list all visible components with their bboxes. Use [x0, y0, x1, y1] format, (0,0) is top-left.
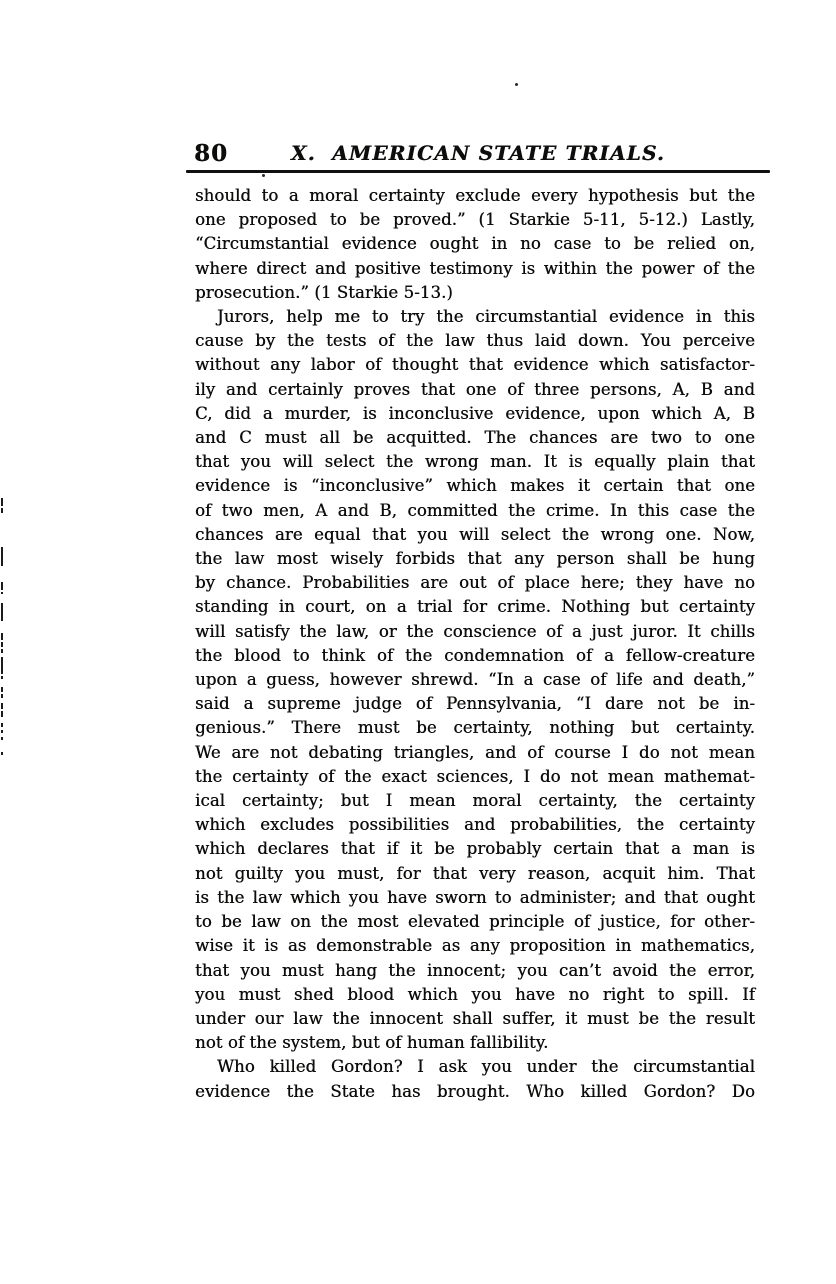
text-line: without any labor of thought that evidence which satisfactor-: [195, 355, 755, 375]
margin-mark: [1, 730, 3, 733]
text-line: which declares that if it be probably certain that a man is: [195, 839, 755, 859]
text-line: that you must hang the innocent; you can’t avoid the error,: [195, 960, 755, 980]
text-line: the certainty of the exact sciences, I do not mean mathemat-: [195, 766, 755, 786]
header-divider-rule: [186, 170, 770, 173]
margin-mark: [1, 642, 3, 647]
text-line: “Circumstantial evidence ought in no case to be relied on,: [195, 234, 755, 254]
text-line: one proposed to be proved.” (1 Starkie 5-11, 5-12.) Lastly,: [195, 210, 755, 230]
text-line: and C must all be acquitted. The chances are two to one: [195, 428, 755, 448]
paragraph: [195, 305, 755, 1055]
margin-mark: [1, 547, 3, 566]
margin-mark: [1, 582, 3, 590]
text-line: standing in court, on a trial for crime. Nothing but certainty: [195, 597, 755, 617]
text-line: to be law on the most elevated principle of justice, for other-: [195, 912, 755, 932]
text-line: not guilty you must, for that very reason, acquit him. That: [195, 863, 755, 883]
text-line: will satisfy the law, or the conscience of a just juror. It chills: [195, 621, 755, 641]
margin-mark: [1, 703, 3, 709]
ink-speck: [515, 83, 518, 86]
text-line: evidence is “inconclusive” which makes it certain that one: [195, 476, 755, 496]
text-line: ical certainty; but I mean moral certainty, the certainty: [195, 791, 755, 811]
margin-mark: [1, 711, 3, 717]
running-header: [186, 138, 770, 174]
margin-mark: [1, 649, 3, 653]
paragraph: [195, 184, 755, 305]
text-line: cause by the tests of the law thus laid down. You perceive: [195, 331, 755, 351]
text-line: under our law the innocent shall suffer, it must be the result: [195, 1008, 755, 1028]
text-line: Who killed Gordon? I ask you under the circumstantial: [217, 1057, 755, 1077]
text-line: of two men, A and B, committed the crime. In this case the: [195, 500, 755, 520]
text-line: ily and certainly proves that one of three persons, A, B and: [195, 379, 755, 399]
margin-mark: [1, 498, 3, 506]
margin-mark: [1, 657, 3, 674]
text-line: prosecution.” (1 Starkie 5-13.): [195, 282, 453, 302]
text-line: that you will select the wrong man. It is equally plain that: [195, 452, 755, 472]
text-line: We are not debating triangles, and of course I do not mean: [195, 742, 755, 762]
text-line: said a supreme judge of Pennsylvania, “I dare not be in-: [195, 694, 755, 714]
running-title: X. AMERICAN STATE TRIALS.: [290, 141, 666, 165]
text-line: is the law which you have sworn to administer; and that ought: [195, 887, 755, 907]
margin-mark: [1, 676, 3, 679]
margin-mark: [1, 633, 3, 640]
text-line: Jurors, help me to try the circumstantial evidence in this: [217, 307, 755, 327]
page-number: 80: [194, 140, 229, 167]
text-line: where direct and positive testimony is within the power of the: [195, 258, 755, 278]
text-line: wise it is as demonstrable as any proposition in mathematics,: [195, 936, 755, 956]
text-line: genious.” There must be certainty, nothing but certainty.: [195, 718, 755, 738]
text-line: chances are equal that you will select the wrong one. Now,: [195, 524, 755, 544]
text-line: by chance. Probabilities are out of place here; they have no: [195, 573, 755, 593]
margin-mark: [1, 592, 3, 594]
margin-mark: [1, 723, 3, 727]
margin-mark: [1, 508, 3, 513]
text-line: evidence the State has brought. Who killed Gordon? Do: [195, 1081, 755, 1101]
text-line: the law most wisely forbids that any person shall be hung: [195, 549, 755, 569]
margin-mark: [1, 737, 3, 740]
margin-mark: [1, 603, 3, 621]
margin-mark: [1, 752, 3, 755]
page-body: [195, 184, 755, 1104]
text-line: the blood to think of the condemnation of a fellow-creature: [195, 645, 755, 665]
text-line: which excludes possibilities and probabilities, the certainty: [195, 815, 755, 835]
margin-mark: [1, 694, 3, 698]
paragraph: [195, 1055, 755, 1103]
text-line: upon a guess, however shrewd. “In a case of life and death,”: [195, 670, 755, 690]
ink-speck: [262, 174, 265, 177]
margin-mark: [1, 687, 3, 692]
text-line: should to a moral certainty exclude every hypothesis but the: [195, 186, 755, 205]
text-line: you must shed blood which you have no right to spill. If: [195, 984, 755, 1004]
text-line: not of the system, but of human fallibility.: [195, 1033, 549, 1053]
text-line: C, did a murder, is inconclusive evidence, upon which A, B: [195, 403, 755, 423]
